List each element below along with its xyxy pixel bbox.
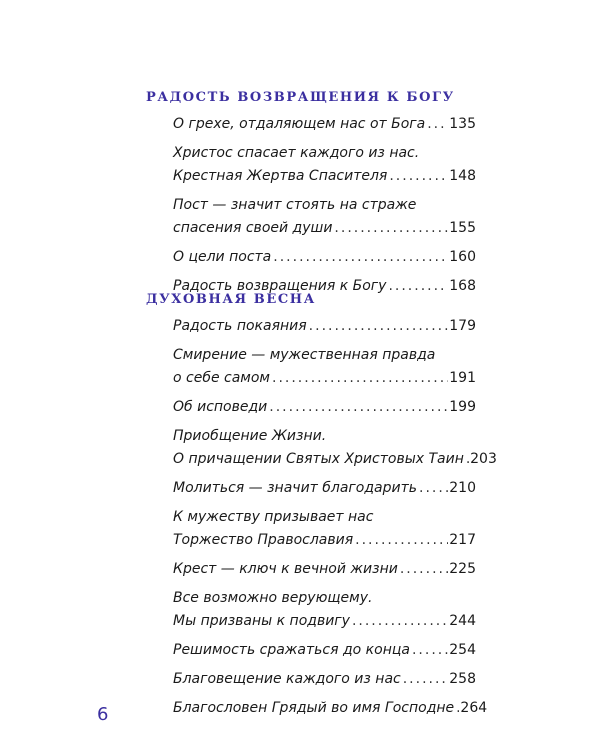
toc-entry[interactable] — [173, 558, 476, 581]
toc-entry[interactable] — [173, 194, 476, 240]
dot-leader — [353, 529, 448, 552]
toc-entry[interactable] — [173, 506, 476, 552]
entry-page-number: 225 — [449, 561, 476, 577]
entry-page-number: 168 — [449, 278, 476, 294]
dot-leader — [398, 558, 448, 581]
dot-leader — [425, 113, 448, 136]
entry-title-first-line: Христос спасает каждого из нас. — [173, 145, 420, 161]
entry-title: О цели поста — [173, 249, 272, 265]
entry-page-number: 217 — [449, 532, 476, 548]
toc-entry[interactable] — [173, 396, 476, 419]
entry-page-number: 210 — [449, 480, 476, 496]
dot-leader — [332, 217, 448, 240]
entry-title: Об исповеди — [173, 399, 268, 415]
entry-page-number: 148 — [449, 168, 476, 184]
entry-page-number: 191 — [449, 370, 476, 386]
entry-page-number: 264 — [460, 700, 488, 716]
toc-entry[interactable] — [173, 697, 488, 720]
entry-title: О грехе, отдаляющем нас от Бога — [173, 116, 426, 132]
dot-leader — [271, 246, 448, 269]
entry-title-first-line: К мужеству призывает нас — [173, 509, 374, 525]
entry-page-number: 258 — [449, 671, 476, 687]
dot-leader — [401, 668, 448, 691]
section-title: РАДОСТЬ ВОЗВРАЩЕНИЯ К БОГУ — [146, 90, 455, 105]
entry-title-first-line: Пост — значит стоять на страже — [173, 197, 417, 213]
entry-title-first-line: Смирение — мужественная правда — [173, 347, 436, 363]
entry-title: Крестная Жертва Спасителя — [173, 168, 388, 184]
dot-leader — [307, 315, 448, 338]
entry-title: Мы призваны к подвигу — [173, 613, 350, 629]
dot-leader — [417, 477, 448, 500]
page-number: 6 — [97, 704, 109, 725]
dot-leader — [350, 610, 448, 633]
entry-title: Молиться — значит благодарить — [173, 480, 418, 496]
entry-page-number: 160 — [449, 249, 476, 265]
entry-page-number: 254 — [449, 642, 476, 658]
toc-section-1 — [146, 90, 476, 304]
entry-page-number: 179 — [449, 318, 476, 334]
toc-entry[interactable] — [173, 142, 476, 188]
toc-entry-list — [146, 315, 497, 720]
toc-entry[interactable] — [173, 587, 476, 633]
dot-leader — [270, 367, 448, 390]
toc-entry-list — [146, 113, 476, 298]
entry-title: О причащении Святых Христовых Таин — [173, 451, 464, 467]
entry-page-number: 135 — [449, 116, 476, 132]
entry-title: спасения своей души — [173, 220, 333, 236]
entry-title: Благословен Грядый во имя Господне — [173, 700, 455, 716]
entry-page-number: 203 — [470, 451, 497, 467]
toc-entry[interactable] — [173, 425, 497, 471]
toc-entry[interactable] — [173, 315, 476, 338]
dot-leader — [410, 639, 448, 662]
entry-title: Радость покаяния — [173, 318, 307, 334]
toc-section-2 — [146, 292, 497, 726]
section-title: ДУХОВНАЯ ВЕСНА — [146, 292, 316, 307]
toc-entry[interactable] — [173, 344, 476, 390]
dot-leader — [267, 396, 448, 419]
entry-page-number: 155 — [449, 220, 476, 236]
toc-entry[interactable] — [173, 246, 476, 269]
toc-entry[interactable] — [173, 639, 476, 662]
toc-entry[interactable] — [173, 113, 476, 136]
entry-title: Радость возвращения к Богу — [173, 278, 387, 294]
toc-entry[interactable] — [173, 668, 476, 691]
entry-page-number: 244 — [449, 613, 476, 629]
toc-entry[interactable] — [173, 477, 476, 500]
entry-title: Торжество Православия — [173, 532, 354, 548]
dot-leader — [387, 165, 448, 188]
entry-title: Благовещение каждого из нас — [173, 671, 401, 687]
entry-title: Крест — ключ к вечной жизни — [173, 561, 398, 577]
entry-page-number: 199 — [449, 399, 476, 415]
entry-title: о себе самом — [173, 370, 270, 386]
entry-title-first-line: Все возможно верующему. — [173, 590, 373, 606]
entry-title: Решимость сражаться до конца — [173, 642, 410, 658]
entry-title-first-line: Приобщение Жизни. — [173, 428, 327, 444]
